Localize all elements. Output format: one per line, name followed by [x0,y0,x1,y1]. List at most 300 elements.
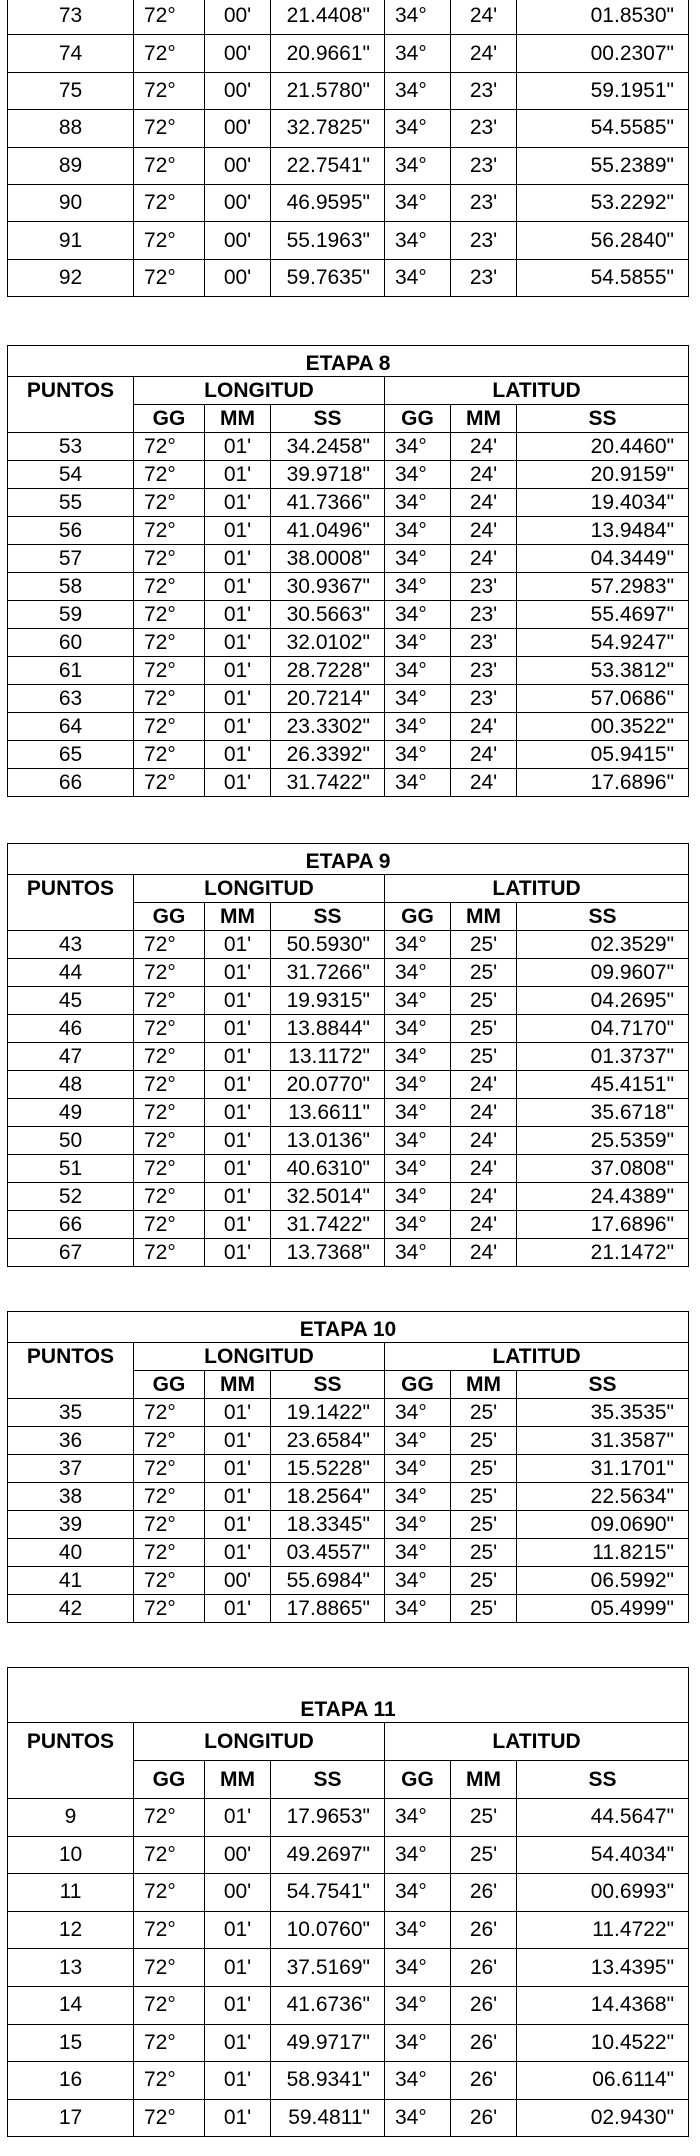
cell-lat-gg: 34° [385,713,451,741]
table-row [8,1155,689,1183]
cell-punto: 64 [8,713,134,741]
cell-lon-ss: 41.6736" [271,1986,385,2024]
cell-lon-mm: 01' [205,1911,271,1949]
header-puntos-spacer [8,405,134,433]
table-row [8,657,689,685]
cell-lon-ss: 41.7366" [271,489,385,517]
cell-lat-gg: 34° [385,1211,451,1239]
cell-lat-gg: 34° [385,657,451,685]
table-row [8,987,689,1015]
header-row-groups [8,875,689,903]
cell-punto: 66 [8,1211,134,1239]
cell-lat-gg: 34° [385,1455,451,1483]
cell-lat-gg: 34° [385,987,451,1015]
cell-lat-ss: 21.1472" [517,1239,689,1267]
cell-lat-ss: 54.5585" [517,110,689,147]
cell-lat-mm: 26' [451,1911,517,1949]
cell-punto: 58 [8,573,134,601]
cell-lon-gg: 72° [134,601,205,629]
cell-lat-mm: 25' [451,1567,517,1595]
cell-lat-mm: 24' [451,1183,517,1211]
cell-lat-gg: 34° [385,433,451,461]
header-puntos-spacer [8,1761,134,1799]
cell-lat-ss: 00.3522" [517,713,689,741]
header-lat-mm: MM [451,1761,517,1799]
cell-lon-gg: 72° [134,461,205,489]
cell-lat-ss: 09.9607" [517,959,689,987]
cell-lat-mm: 25' [451,1399,517,1427]
cell-lat-ss: 25.5359" [517,1127,689,1155]
table-row [8,741,689,769]
cell-lat-gg: 34° [385,573,451,601]
cell-lon-gg: 72° [134,1183,205,1211]
cell-lat-mm: 23' [451,657,517,685]
cell-lat-gg: 34° [385,2062,451,2100]
table-row [8,222,689,259]
cell-lon-ss: 49.9717" [271,2024,385,2062]
cell-lon-gg: 72° [134,713,205,741]
cell-lon-mm: 00' [205,1836,271,1874]
table-row [8,1015,689,1043]
cell-lat-ss: 19.4034" [517,489,689,517]
table-row [8,2024,689,2062]
header-row-groups [8,377,689,405]
header-latitud: LATITUD [385,1343,689,1371]
cell-lon-gg: 72° [134,545,205,573]
cell-lat-mm: 25' [451,1015,517,1043]
cell-lon-mm: 01' [205,1399,271,1427]
cell-lat-ss: 10.4522" [517,2024,689,2062]
cell-lat-mm: 24' [451,517,517,545]
cell-punto: 14 [8,1986,134,2024]
cell-lon-mm: 01' [205,959,271,987]
table-etapa-11 [7,1667,689,2137]
table-row [8,1099,689,1127]
cell-lat-ss: 14.4368" [517,1986,689,2024]
cell-punto: 13 [8,1949,134,1987]
table-row [8,433,689,461]
table-row [8,1427,689,1455]
cell-punto: 89 [8,147,134,184]
cell-lon-gg: 72° [134,573,205,601]
header-latitud: LATITUD [385,1723,689,1761]
cell-lon-ss: 13.7368" [271,1239,385,1267]
cell-punto: 9 [8,1799,134,1837]
cell-lon-gg: 72° [134,959,205,987]
cell-lat-gg: 34° [385,1071,451,1099]
header-latitud: LATITUD [385,875,689,903]
cell-lat-ss: 13.4395" [517,1949,689,1987]
cell-lat-mm: 24' [451,461,517,489]
cell-lat-mm: 26' [451,1986,517,2024]
header-lat-ss: SS [517,405,689,433]
cell-lat-gg: 34° [385,259,451,296]
cell-punto: 17 [8,2099,134,2137]
cell-lat-gg: 34° [385,184,451,221]
header-puntos: PUNTOS [8,1343,134,1371]
table-row [8,1539,689,1567]
cell-lon-gg: 72° [134,657,205,685]
header-lon-ss: SS [271,1371,385,1399]
cell-lon-ss: 46.9595" [271,184,385,221]
cell-lon-mm: 01' [205,629,271,657]
cell-lon-gg: 72° [134,685,205,713]
cell-lon-gg: 72° [134,2062,205,2100]
cell-lat-gg: 34° [385,1986,451,2024]
cell-lat-ss: 31.3587" [517,1427,689,1455]
header-lon-gg: GG [134,1371,205,1399]
cell-lon-gg: 72° [134,489,205,517]
cell-lon-ss: 22.7541" [271,147,385,184]
cell-lon-ss: 13.1172" [271,1043,385,1071]
cell-lat-ss: 17.6896" [517,1211,689,1239]
cell-lon-ss: 49.2697" [271,1836,385,1874]
section-title-row [8,346,689,377]
table-row [8,517,689,545]
cell-lat-ss: 13.9484" [517,517,689,545]
header-lon-mm: MM [205,1761,271,1799]
cell-lat-mm: 24' [451,713,517,741]
cell-lat-mm: 26' [451,1874,517,1912]
table-row [8,1511,689,1539]
cell-lon-gg: 72° [134,2024,205,2062]
cell-lon-gg: 72° [134,931,205,959]
cell-lat-mm: 23' [451,259,517,296]
cell-lon-mm: 01' [205,461,271,489]
cell-lon-mm: 01' [205,545,271,573]
cell-lat-mm: 24' [451,1155,517,1183]
cell-lon-mm: 01' [205,1483,271,1511]
cell-lat-gg: 34° [385,1155,451,1183]
cell-lat-ss: 56.2840" [517,222,689,259]
header-lon-gg: GG [134,1761,205,1799]
table-row [8,1043,689,1071]
section-title: ETAPA 8 [8,346,689,377]
cell-lon-ss: 39.9718" [271,461,385,489]
cell-punto: 47 [8,1043,134,1071]
cell-lat-gg: 34° [385,1239,451,1267]
cell-lat-ss: 53.2292" [517,184,689,221]
header-puntos-spacer [8,903,134,931]
cell-lat-gg: 34° [385,1127,451,1155]
cell-lon-ss: 50.5930" [271,931,385,959]
table-row [8,0,689,35]
cell-lat-mm: 25' [451,987,517,1015]
cell-lon-gg: 72° [134,433,205,461]
cell-lon-mm: 01' [205,601,271,629]
cell-lon-ss: 38.0008" [271,545,385,573]
table-row [8,259,689,296]
cell-lon-gg: 72° [134,110,205,147]
cell-lon-mm: 00' [205,147,271,184]
table-etapa-9 [7,843,689,1267]
cell-lat-ss: 11.4722" [517,1911,689,1949]
cell-lon-gg: 72° [134,1539,205,1567]
table-row [8,1483,689,1511]
cell-punto: 54 [8,461,134,489]
cell-lon-mm: 00' [205,72,271,109]
cell-lat-gg: 34° [385,769,451,797]
cell-punto: 10 [8,1836,134,1874]
cell-lat-ss: 05.4999" [517,1595,689,1623]
cell-lon-ss: 18.2564" [271,1483,385,1511]
cell-lat-ss: 02.3529" [517,931,689,959]
cell-lat-mm: 23' [451,629,517,657]
cell-lon-mm: 00' [205,110,271,147]
cell-lon-ss: 40.6310" [271,1155,385,1183]
cell-lon-ss: 18.3345" [271,1511,385,1539]
cell-lat-ss: 55.2389" [517,147,689,184]
cell-punto: 73 [8,0,134,35]
table-row [8,184,689,221]
cell-punto: 59 [8,601,134,629]
cell-punto: 38 [8,1483,134,1511]
cell-lat-ss: 05.9415" [517,741,689,769]
cell-lon-gg: 72° [134,769,205,797]
cell-punto: 74 [8,35,134,72]
cell-lon-gg: 72° [134,1874,205,1912]
table-row [8,1211,689,1239]
cell-lat-gg: 34° [385,1099,451,1127]
cell-punto: 41 [8,1567,134,1595]
table-row [8,2099,689,2137]
cell-punto: 44 [8,959,134,987]
cell-lon-ss: 32.7825" [271,110,385,147]
cell-lon-mm: 01' [205,987,271,1015]
cell-lat-ss: 01.8530" [517,0,689,35]
cell-lat-gg: 34° [385,741,451,769]
table-row [8,713,689,741]
cell-lat-ss: 57.2983" [517,573,689,601]
cell-lat-ss: 57.0686" [517,685,689,713]
cell-lon-gg: 72° [134,1567,205,1595]
cell-lon-gg: 72° [134,987,205,1015]
cell-lat-ss: 35.6718" [517,1099,689,1127]
cell-lon-ss: 34.2458" [271,433,385,461]
table-row [8,35,689,72]
cell-lon-mm: 00' [205,1874,271,1912]
cell-lon-gg: 72° [134,1986,205,2024]
cell-lon-mm: 00' [205,259,271,296]
cell-lat-mm: 24' [451,489,517,517]
table-row [8,1595,689,1623]
cell-lat-gg: 34° [385,1911,451,1949]
cell-lat-gg: 34° [385,2099,451,2137]
section-title: ETAPA 9 [8,844,689,875]
cell-lat-gg: 34° [385,2024,451,2062]
cell-lon-ss: 31.7422" [271,1211,385,1239]
cell-lon-gg: 72° [134,1595,205,1623]
cell-lon-ss: 21.5780" [271,72,385,109]
cell-lon-mm: 01' [205,1986,271,2024]
cell-lat-mm: 25' [451,1043,517,1071]
header-latitud: LATITUD [385,377,689,405]
cell-lat-gg: 34° [385,1836,451,1874]
cell-lon-ss: 13.8844" [271,1015,385,1043]
header-lat-mm: MM [451,1371,517,1399]
cell-lat-mm: 26' [451,1949,517,1987]
cell-lon-mm: 01' [205,1015,271,1043]
cell-punto: 11 [8,1874,134,1912]
table-row [8,1836,689,1874]
cell-lat-mm: 26' [451,2024,517,2062]
cell-lon-gg: 72° [134,72,205,109]
cell-lat-gg: 34° [385,1483,451,1511]
cell-lon-ss: 31.7266" [271,959,385,987]
header-row-units [8,1371,689,1399]
cell-lon-gg: 72° [134,147,205,184]
cell-lat-gg: 34° [385,1399,451,1427]
cell-punto: 61 [8,657,134,685]
cell-lon-ss: 37.5169" [271,1949,385,1987]
cell-lon-gg: 72° [134,259,205,296]
cell-lon-ss: 21.4408" [271,0,385,35]
cell-punto: 40 [8,1539,134,1567]
cell-lat-gg: 34° [385,959,451,987]
cell-punto: 52 [8,1183,134,1211]
cell-lon-gg: 72° [134,1483,205,1511]
table-row [8,1127,689,1155]
cell-lon-ss: 54.7541" [271,1874,385,1912]
cell-lon-gg: 72° [134,1949,205,1987]
cell-lon-gg: 72° [134,517,205,545]
cell-lon-ss: 23.3302" [271,713,385,741]
cell-lat-mm: 23' [451,573,517,601]
cell-lon-gg: 72° [134,1239,205,1267]
cell-lon-mm: 01' [205,1211,271,1239]
header-lat-gg: GG [385,1761,451,1799]
cell-lon-mm: 01' [205,1099,271,1127]
cell-lon-mm: 00' [205,222,271,259]
cell-lat-mm: 24' [451,0,517,35]
cell-lon-mm: 01' [205,1949,271,1987]
cell-punto: 51 [8,1155,134,1183]
cell-lon-gg: 72° [134,1015,205,1043]
header-lat-ss: SS [517,903,689,931]
cell-lat-mm: 24' [451,1127,517,1155]
header-puntos-spacer [8,1371,134,1399]
cell-punto: 90 [8,184,134,221]
cell-lon-mm: 01' [205,1455,271,1483]
cell-lon-mm: 01' [205,1155,271,1183]
cell-lon-mm: 01' [205,1239,271,1267]
cell-lat-ss: 00.6993" [517,1874,689,1912]
cell-lat-ss: 31.1701" [517,1455,689,1483]
cell-lon-ss: 59.7635" [271,259,385,296]
cell-lat-ss: 24.4389" [517,1183,689,1211]
header-puntos: PUNTOS [8,1723,134,1761]
table-row [8,110,689,147]
header-lon-mm: MM [205,903,271,931]
cell-lon-gg: 72° [134,741,205,769]
cell-lat-mm: 23' [451,72,517,109]
cell-lon-gg: 72° [134,35,205,72]
cell-lat-ss: 00.2307" [517,35,689,72]
cell-lat-gg: 34° [385,1183,451,1211]
cell-lat-ss: 54.9247" [517,629,689,657]
cell-lat-mm: 25' [451,1455,517,1483]
cell-lon-mm: 01' [205,517,271,545]
cell-lat-gg: 34° [385,461,451,489]
cell-lat-mm: 24' [451,433,517,461]
cell-lon-mm: 01' [205,657,271,685]
cell-lat-gg: 34° [385,1595,451,1623]
cell-lat-gg: 34° [385,1567,451,1595]
cell-lat-mm: 24' [451,1211,517,1239]
cell-lat-mm: 25' [451,1483,517,1511]
cell-lat-ss: 53.3812" [517,657,689,685]
table-row [8,1399,689,1427]
cell-punto: 12 [8,1911,134,1949]
cell-lat-gg: 34° [385,931,451,959]
cell-lat-gg: 34° [385,1043,451,1071]
cell-lat-mm: 24' [451,741,517,769]
cell-lon-ss: 13.6611" [271,1099,385,1127]
cell-lat-ss: 44.5647" [517,1799,689,1837]
cell-lon-ss: 32.5014" [271,1183,385,1211]
cell-lon-mm: 01' [205,931,271,959]
cell-lon-ss: 20.9661" [271,35,385,72]
table-row [8,573,689,601]
table-row [8,1183,689,1211]
header-lat-mm: MM [451,405,517,433]
table-row [8,147,689,184]
cell-lon-ss: 58.9341" [271,2062,385,2100]
cell-lat-mm: 25' [451,1799,517,1837]
cell-lon-gg: 72° [134,1399,205,1427]
cell-lon-mm: 01' [205,769,271,797]
table-row [8,1911,689,1949]
cell-lat-mm: 26' [451,2062,517,2100]
header-longitud: LONGITUD [134,377,385,405]
cell-lon-gg: 72° [134,1511,205,1539]
header-lat-gg: GG [385,903,451,931]
cell-lat-mm: 23' [451,222,517,259]
table-row [8,72,689,109]
cell-lat-mm: 25' [451,1427,517,1455]
cell-lon-mm: 01' [205,1043,271,1071]
cell-lon-gg: 72° [134,1127,205,1155]
cell-lon-mm: 01' [205,433,271,461]
cell-lon-mm: 01' [205,573,271,601]
cell-punto: 75 [8,72,134,109]
cell-punto: 15 [8,2024,134,2062]
cell-lat-mm: 23' [451,147,517,184]
cell-lat-mm: 24' [451,769,517,797]
table-row [8,931,689,959]
cell-lon-mm: 01' [205,713,271,741]
header-lon-ss: SS [271,903,385,931]
cell-lat-ss: 37.0808" [517,1155,689,1183]
cell-lat-ss: 11.8215" [517,1539,689,1567]
cell-punto: 50 [8,1127,134,1155]
cell-lat-gg: 34° [385,0,451,35]
header-row-units [8,405,689,433]
cell-lat-mm: 24' [451,35,517,72]
cell-lon-mm: 01' [205,489,271,517]
cell-lat-gg: 34° [385,517,451,545]
table-row [8,1799,689,1837]
cell-lon-ss: 32.0102" [271,629,385,657]
table-row [8,1986,689,2024]
cell-lon-ss: 20.7214" [271,685,385,713]
table-row [8,601,689,629]
cell-punto: 92 [8,259,134,296]
cell-lat-ss: 06.6114" [517,2062,689,2100]
cell-lat-gg: 34° [385,545,451,573]
cell-lat-gg: 34° [385,1874,451,1912]
cell-punto: 91 [8,222,134,259]
